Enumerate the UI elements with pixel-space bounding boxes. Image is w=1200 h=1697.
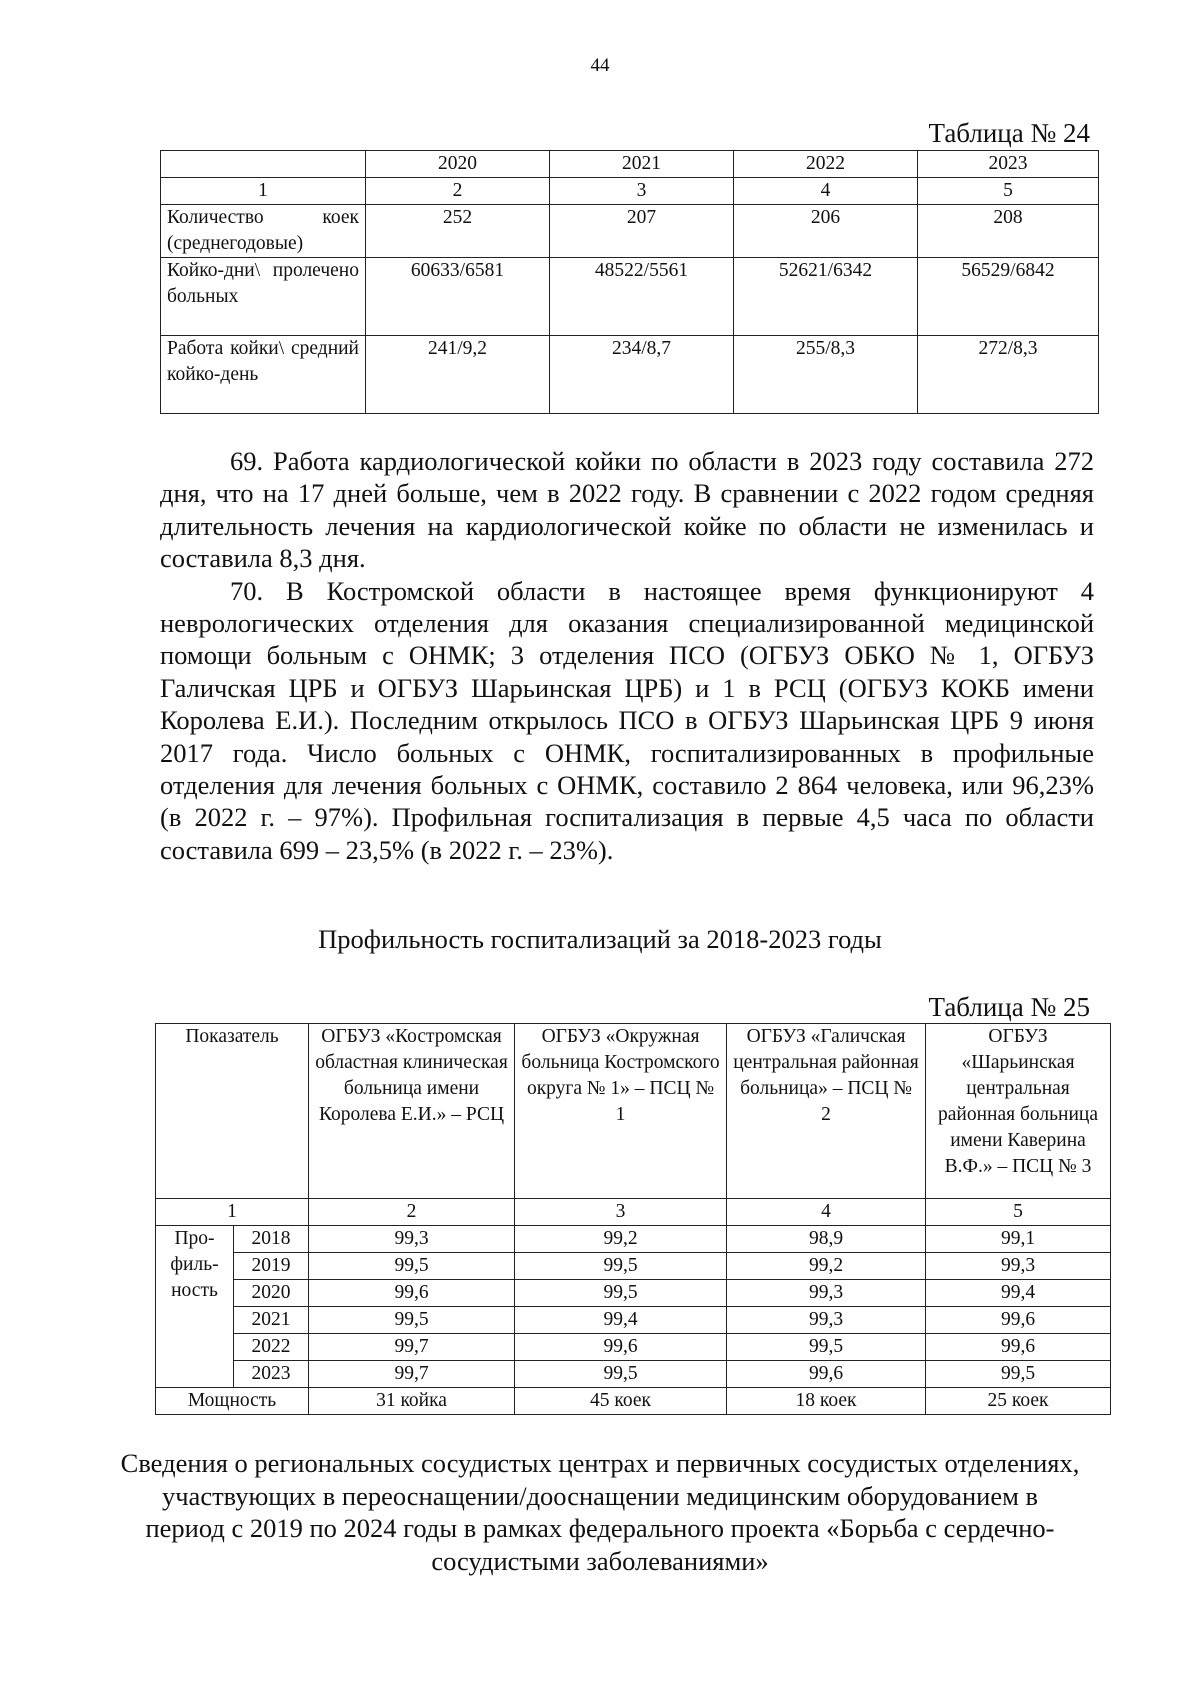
row-label: Работа койки\ средний койко-день [161,336,366,414]
table-cell: 241/9,2 [366,336,550,414]
table-cell: 99,2 [515,1226,727,1253]
row-label: Койко-дни\ пролечено больных [161,258,366,336]
year-cell: 2020 [234,1280,309,1307]
table-cell: 98,9 [727,1226,926,1253]
table-cell: 99,3 [926,1253,1111,1280]
table-cell: 99,5 [515,1280,727,1307]
table24-col-number: 3 [550,178,734,205]
year-cell: 2019 [234,1253,309,1280]
table-cell: 99,5 [926,1361,1111,1388]
table25-col-number: 4 [727,1199,926,1226]
table24-year-header: 2021 [550,151,734,178]
year-cell: 2023 [234,1361,309,1388]
hospital-header: ОГБУЗ «Окружная больница Костромского округа № 1» – ПСЦ № 1 [515,1024,727,1199]
table-row [156,1334,1111,1361]
table-cell: 99,5 [515,1253,727,1280]
table-25 [155,1023,1111,1415]
table-cell: 252 [366,205,550,258]
table-cell: 99,6 [926,1307,1111,1334]
paragraph-69: 69. Работа кардиологической койки по области в 2023 году составила 272 дня, что на 17 дней больше, чем в 2022 году. В сравнении с 2022 годом средняя длительность лечения на кардиологической койке по области не изменилась и составила 8,3 дня. [160,446,1094,574]
hospital-header: ОГБУЗ «Галичская центральная районная больница» – ПСЦ № 2 [727,1024,926,1199]
table-cell: 99,2 [727,1253,926,1280]
table-cell: 206 [734,205,918,258]
table-row [161,258,1099,336]
table24-year-header: 2022 [734,151,918,178]
table24-year-header: 2023 [918,151,1099,178]
capacity-cell: 31 койка [309,1388,515,1415]
table24-col-number: 5 [918,178,1099,205]
table-row [156,1226,1111,1253]
table-cell: 99,5 [309,1253,515,1280]
table-cell: 99,4 [515,1307,727,1334]
table-row [156,1307,1111,1334]
table-cell: 99,6 [309,1280,515,1307]
table-cell: 255/8,3 [734,336,918,414]
table-cell: 60633/6581 [366,258,550,336]
table-cell: 99,6 [727,1361,926,1388]
table24-col-number: 1 [161,178,366,205]
table-row [161,336,1099,414]
capacity-cell: 45 коек [515,1388,727,1415]
table25-col-number: 2 [309,1199,515,1226]
table25-caption: Таблица № 25 [928,992,1090,1022]
table-cell: 208 [918,205,1099,258]
table-row [156,1280,1111,1307]
table-cell: 207 [550,205,734,258]
table-cell: 99,6 [926,1334,1111,1361]
indicator-header: Показатель [156,1024,309,1199]
table-cell: 99,1 [926,1226,1111,1253]
table-cell: 99,3 [309,1226,515,1253]
table-cell: 99,5 [515,1361,727,1388]
table-24 [160,150,1099,414]
table24-caption: Таблица № 24 [928,118,1090,148]
year-cell: 2018 [234,1226,309,1253]
section-heading: Сведения о региональных сосудистых центрах и первичных сосудистых отделениях, участвующих в переоснащении/дооснащении медицинским оборудованием в период с 2019 по 2024 годы в рамках федерального проекта «Борьба с сердечно-сосудистыми заболеваниями» [120,1448,1080,1576]
capacity-cell: 18 коек [727,1388,926,1415]
table-cell: 99,4 [926,1280,1111,1307]
table-cell: 99,7 [309,1334,515,1361]
row-label: Количество коек (среднегодовые) [161,205,366,258]
body-text [160,445,1094,866]
hospital-header: ОГБУЗ «Костромская областная клиническая больница имени Королева Е.И.» – РСЦ [309,1024,515,1199]
table-row [161,205,1099,258]
table25-heading: Профильность госпитализаций за 2018-2023 годы [318,924,882,954]
capacity-cell: 25 коек [926,1388,1111,1415]
profile-label [156,1226,234,1388]
profile-label-line: Про- [174,1228,215,1249]
table-row [156,1388,1111,1415]
table25-col-number: 3 [515,1199,727,1226]
table-cell: 99,7 [309,1361,515,1388]
table-cell: 48522/5561 [550,258,734,336]
profile-label-line: филь- [170,1254,219,1275]
table24-col-number: 4 [734,178,918,205]
year-cell: 2022 [234,1334,309,1361]
table-cell: 56529/6842 [918,258,1099,336]
table25-col-number: 5 [926,1199,1111,1226]
table-cell: 99,5 [727,1334,926,1361]
table-cell: 99,6 [515,1334,727,1361]
table-cell: 52621/6342 [734,258,918,336]
table-row [156,1253,1111,1280]
table-row [156,1361,1111,1388]
table24-year-header: 2020 [366,151,550,178]
table24-col-number: 2 [366,178,550,205]
table-cell: 272/8,3 [918,336,1099,414]
table-cell: 99,3 [727,1280,926,1307]
table25-col-number: 1 [156,1199,309,1226]
year-cell: 2021 [234,1307,309,1334]
hospital-header: ОГБУЗ «Шарьинская центральная районная больница имени Каверина В.Ф.» – ПСЦ № 3 [926,1024,1111,1199]
page-number: 44 [590,55,610,76]
paragraph-70: 70. В Костромской области в настоящее время функционируют 4 неврологических отделения для оказания специализированной медицинской помощи больным с ОНМК; 3 отделения ПСО (ОГБУЗ ОБКО № 1, ОГБУЗ Галичская ЦРБ и ОГБУЗ Шарьинская ЦРБ) и 1 в РСЦ (ОГБУЗ КОКБ имени Королева Е.И.). Последним открылось ПСО в ОГБУЗ Шарьинская ЦРБ 9 июня 2017 года. Число больных с ОНМК, госпитализированных в профильные отделения для лечения больных с ОНМК, составило 2 864 человека, или 96,23% (в 2022 г. – 97%). Профильная госпитализация в первые 4,5 часа по области составила 699 – 23,5% (в 2022 г. – 23%). [160,575,1094,865]
table-cell: 99,5 [309,1307,515,1334]
table-cell: 99,3 [727,1307,926,1334]
capacity-label: Мощность [156,1388,309,1415]
profile-label-line: ность [171,1280,218,1301]
table24-corner-cell [161,151,366,178]
table-cell: 234/8,7 [550,336,734,414]
